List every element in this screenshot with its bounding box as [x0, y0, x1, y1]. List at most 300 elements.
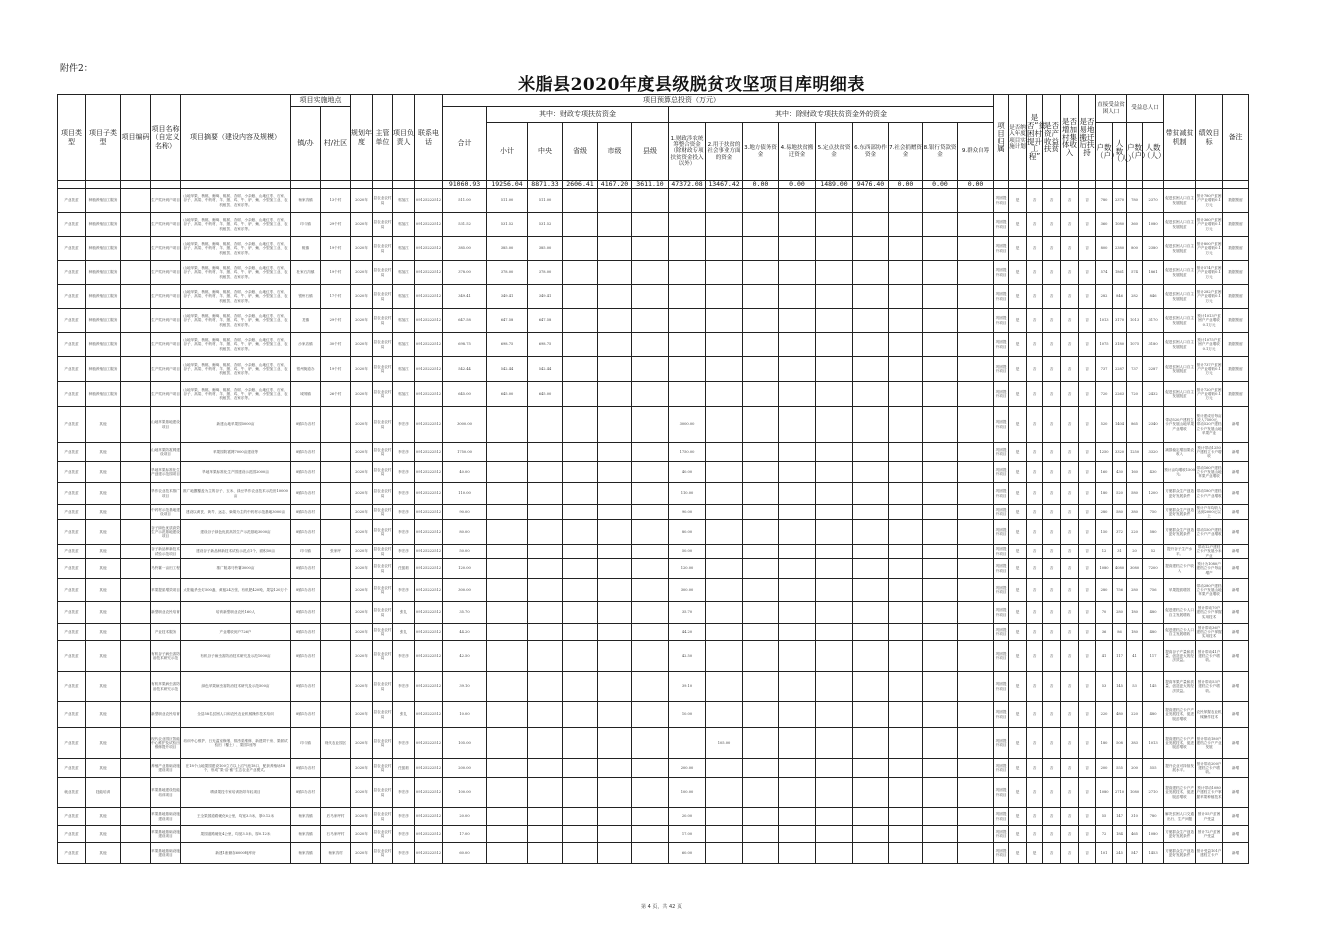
collective-cell: 否 [1061, 624, 1079, 641]
other-4-cell [779, 407, 816, 443]
phone-cell: 09125222512 [415, 728, 443, 759]
direct-households-cell: 53 [1096, 672, 1113, 702]
header-relocation: 是否易地搬迁后扶持 [1079, 95, 1096, 181]
direct-households-cell: 101 [1096, 843, 1113, 864]
fiscal-subtotal-cell: 385.00 [487, 237, 528, 261]
fiscal-city-cell [598, 778, 632, 808]
other-1-cell: 10.00 [669, 702, 706, 728]
remarks-cell: 新增 [1223, 505, 1249, 520]
total-persons-cell: 3320 [1143, 443, 1164, 462]
project-name-cell: 旱地苹果标准化生产创建示范园项目 [151, 462, 181, 483]
leader-cell: 任振莉 [393, 759, 415, 778]
other-8-cell [923, 545, 958, 559]
direct-persons-cell: 184 [1113, 826, 1127, 843]
poor-village-cell: 否 [1027, 579, 1043, 602]
other-5-cell [816, 462, 853, 483]
project-subtype-cell: 其他 [86, 505, 121, 520]
fiscal-city-cell [598, 559, 632, 579]
fiscal-central-cell: 349.41 [528, 285, 563, 309]
plan-year-cell: 2020年 [351, 579, 373, 602]
poor-village-cell: 否 [1027, 237, 1043, 261]
leader-cell: 郭加江 [393, 285, 415, 309]
header-location: 项目实施地点 [291, 95, 351, 107]
total-persons-cell: 2432 [1143, 382, 1164, 407]
project-summary-cell: 太阳能杀虫灯500盏，黄板24万张，有机肥420吨，果袋120万个 [181, 579, 291, 602]
other-4-cell [779, 505, 816, 520]
other-2-cell [706, 407, 743, 443]
project-subtype-cell: 其他 [86, 545, 121, 559]
annual-plan-cell: 是 [1009, 602, 1027, 624]
project-summary-cell: 新建1座储存6000吨库房 [181, 843, 291, 864]
total-cell: 20.00 [443, 808, 487, 826]
performance-cell: 预计带动1250户建档立卡户增收 [1196, 443, 1223, 462]
other-8-cell [923, 407, 958, 443]
project-code-cell [121, 462, 151, 483]
other-1-cell: 300.00 [669, 579, 706, 602]
project-name-cell: 生产奖补到户项目 [151, 213, 181, 237]
other-9-cell [958, 285, 994, 309]
direct-persons-cell: 1404 [1113, 407, 1127, 443]
fiscal-county-cell [632, 357, 669, 382]
town-cell: 8镇1办各村 [291, 624, 321, 641]
town-cell: 银州街道办 [291, 357, 321, 382]
mechanism-cell: 方便群众生产创造更好发展条件 [1164, 505, 1196, 520]
plan-year-cell: 2020年 [351, 759, 373, 778]
total-households-cell: 1080 [1127, 778, 1143, 808]
other-3-cell [743, 728, 779, 759]
other-2-cell [706, 778, 743, 808]
project-code-cell [121, 641, 151, 672]
mechanism-cell: 促进贫困人口自主发展脱贫 [1164, 237, 1196, 261]
leader-cell: 郭加江 [393, 213, 415, 237]
total-cell: 1750.00 [443, 443, 487, 462]
town-cell: 8镇1办各村 [291, 462, 321, 483]
belong-cell: 巩固提升项目 [994, 826, 1009, 843]
other-8-cell [923, 641, 958, 672]
department-cell: 县农业农村局 [373, 483, 393, 505]
performance-cell: 预计为1080户建档立卡户每亩增产 [1196, 559, 1223, 579]
direct-persons-cell: 3170 [1113, 309, 1127, 333]
fiscal-provincial-cell [563, 237, 598, 261]
direct-persons-cell: 1861 [1113, 261, 1127, 285]
project-type-cell: 产业扶贫 [58, 237, 86, 261]
project-summary-cell: 山地苹果、核桃、葡萄、桃树、杏树、小杂粮、山地红枣、石家、谷子、高粱、中药材、羊、猪、鸡、牛、驴、蛹、小型加工业、农机租赁、农家乐等。 [181, 382, 291, 407]
project-name-cell: 苹果基地建设技能培训项目 [151, 778, 181, 808]
other-2-cell [706, 443, 743, 462]
village-cell [321, 483, 351, 505]
other-8-cell [923, 624, 958, 641]
direct-households-cell: 180 [1096, 483, 1113, 505]
total-persons-cell: 480 [1143, 702, 1164, 728]
fiscal-provincial-cell [563, 778, 598, 808]
other-3-cell [743, 759, 779, 778]
other-1-cell: 44.20 [669, 624, 706, 641]
other-6-cell [853, 826, 889, 843]
project-name-cell: 苹果基地基础设施建设项目 [151, 826, 181, 843]
project-code-cell [121, 285, 151, 309]
header-direct-benefit: 直接受益贫困人口 [1096, 95, 1127, 123]
relocation-cell: 否 [1079, 672, 1096, 702]
other-7-cell [889, 520, 923, 545]
asset-cell: 否 [1043, 759, 1061, 778]
collective-cell: 否 [1061, 505, 1079, 520]
department-cell: 县农业农村局 [373, 545, 393, 559]
annual-plan-cell: 是 [1009, 483, 1027, 505]
fiscal-county-cell [632, 826, 669, 843]
total-cell: 542.44 [443, 357, 487, 382]
total-persons-cell: 750 [1143, 505, 1164, 520]
table-row [58, 407, 1249, 443]
other-7-cell [889, 407, 923, 443]
fiscal-city-cell [598, 237, 632, 261]
project-code-cell [121, 483, 151, 505]
other-3-cell [743, 624, 779, 641]
phone-cell: 09125222512 [415, 443, 443, 462]
phone-cell: 09125222512 [415, 808, 443, 826]
total-persons-cell: 2370 [1143, 189, 1164, 213]
header-leader: 项目负责人 [393, 95, 415, 181]
annual-plan-cell: 是 [1009, 808, 1027, 826]
phone-cell: 09125222512 [415, 778, 443, 808]
annual-plan-cell: 是 [1009, 826, 1027, 843]
other-6-cell [853, 357, 889, 382]
fiscal-county-cell [632, 759, 669, 778]
department-cell: 县农业农村局 [373, 778, 393, 808]
other-2-cell [706, 237, 743, 261]
poor-village-cell: 否 [1027, 505, 1043, 520]
fiscal-central-cell [528, 728, 563, 759]
direct-persons-cell: 117 [1113, 641, 1127, 672]
other-9-cell [958, 382, 994, 407]
total-cell: 80.00 [443, 520, 487, 545]
phone-cell: 09125222512 [415, 520, 443, 545]
phone-cell: 09125222512 [415, 843, 443, 864]
asset-cell: 否 [1043, 624, 1061, 641]
other-1-cell: 200.00 [669, 759, 706, 778]
village-cell [321, 672, 351, 702]
project-subtype-cell: 其他 [86, 759, 121, 778]
poor-village-cell: 否 [1027, 443, 1043, 462]
fiscal-county-cell [632, 602, 669, 624]
other-6-cell [853, 728, 889, 759]
remarks-cell: 新增 [1223, 843, 1249, 864]
relocation-cell: 否 [1079, 843, 1096, 864]
relocation-cell: 否 [1079, 559, 1096, 579]
collective-cell: 否 [1061, 826, 1079, 843]
direct-households-cell: 720 [1096, 382, 1113, 407]
town-cell: 杜家石沟镇 [291, 261, 321, 285]
poor-village-cell: 否 [1027, 808, 1043, 826]
village-cell [321, 443, 351, 462]
direct-households-cell: 150 [1096, 520, 1113, 545]
phone-cell: 09125222512 [415, 579, 443, 602]
asset-cell: 否 [1043, 309, 1061, 333]
total-amount: 4167.20 [598, 181, 632, 189]
fiscal-subtotal-cell [487, 559, 528, 579]
town-cell: 8镇1办各村 [291, 579, 321, 602]
total-empty-cell [1113, 181, 1127, 189]
fiscal-central-cell: 698.75 [528, 333, 563, 357]
belong-cell: 巩固提升项目 [994, 778, 1009, 808]
project-summary-cell: 苹果园防雹网7000亩建设等 [181, 443, 291, 462]
phone-cell: 09125222512 [415, 357, 443, 382]
village-cell [321, 759, 351, 778]
annual-plan-cell: 是 [1009, 407, 1027, 443]
annual-plan-cell: 是 [1009, 309, 1027, 333]
relocation-cell: 否 [1079, 309, 1096, 333]
village-cell [321, 407, 351, 443]
fiscal-central-cell [528, 778, 563, 808]
project-name-cell: 山地苹果基地建设项目 [151, 407, 181, 443]
village-cell [321, 624, 351, 641]
collective-cell: 否 [1061, 728, 1079, 759]
plan-year-cell: 2020年 [351, 333, 373, 357]
poor-village-cell: 是 [1027, 843, 1043, 864]
annual-plan-cell: 是 [1009, 505, 1027, 520]
project-name-cell: 生产奖补到户项目 [151, 357, 181, 382]
other-6-cell [853, 237, 889, 261]
fiscal-subtotal-cell [487, 579, 528, 602]
project-type-cell: 产业扶贫 [58, 407, 86, 443]
leader-cell: 郭加江 [393, 261, 415, 285]
performance-cell: 预计带动1080户建档立卡户掌握苹果种植技术 [1196, 778, 1223, 808]
village-cell: 17个村 [321, 285, 351, 309]
other-6-cell [853, 505, 889, 520]
project-type-cell: 产业扶贫 [58, 309, 86, 333]
fiscal-provincial-cell [563, 579, 598, 602]
total-amount: 0.00 [923, 181, 958, 189]
fiscal-subtotal-cell: 349.41 [487, 285, 528, 309]
total-households-cell: 220 [1127, 520, 1143, 545]
fiscal-provincial-cell [563, 443, 598, 462]
total-households-cell: 41 [1127, 641, 1143, 672]
project-summary-cell: 建设以黄芪、黄芩、远志、柴胡为主的中药材示范基地3000亩 [181, 505, 291, 520]
project-type-cell: 就业扶贫 [58, 778, 86, 808]
poor-village-cell: 否 [1027, 213, 1043, 237]
other-9-cell [958, 602, 994, 624]
total-amount: 13467.42 [706, 181, 743, 189]
direct-households-cell: 220 [1096, 702, 1113, 728]
header-other-col: 9.群众自筹 [958, 123, 994, 181]
total-persons-cell: 1080 [1143, 213, 1164, 237]
header-department: 主管单位 [373, 95, 393, 181]
relocation-cell: 否 [1079, 602, 1096, 624]
direct-persons-cell: 2370 [1113, 189, 1127, 213]
other-2-cell [706, 702, 743, 728]
other-4-cell [779, 462, 816, 483]
other-5-cell [816, 189, 853, 213]
remarks-cell: 新增 [1223, 778, 1249, 808]
other-9-cell [958, 407, 994, 443]
fiscal-county-cell [632, 407, 669, 443]
other-5-cell [816, 213, 853, 237]
project-subtype-cell: 其他 [86, 602, 121, 624]
total-empty-cell [1223, 181, 1249, 189]
other-4-cell [779, 213, 816, 237]
relocation-cell: 否 [1079, 285, 1096, 309]
other-1-cell: 100.00 [669, 778, 706, 808]
asset-cell: 否 [1043, 728, 1061, 759]
mechanism-cell: 提高建档立卡户产业发展技术，促进脱贫增收 [1164, 702, 1196, 728]
other-7-cell [889, 443, 923, 462]
relocation-cell: 否 [1079, 808, 1096, 826]
relocation-cell: 否 [1079, 641, 1096, 672]
total-cell: 300.00 [443, 579, 487, 602]
total-cell: 100.00 [443, 778, 487, 808]
direct-households-cell: 41 [1096, 641, 1113, 672]
project-summary-cell: 培育新型职业农民160人 [181, 602, 291, 624]
plan-year-cell: 2020年 [351, 602, 373, 624]
poor-village-cell: 否 [1027, 545, 1043, 559]
remarks-cell: 新增 [1223, 579, 1249, 602]
remarks-cell: 数据预留 [1223, 382, 1249, 407]
fiscal-central-cell: 531.52 [528, 213, 563, 237]
performance-cell: 预计受益101户建档立卡户 [1196, 843, 1223, 864]
mechanism-cell: 促进贫困人口自主发展脱贫 [1164, 261, 1196, 285]
total-households-cell: 547 [1127, 843, 1143, 864]
annual-plan-cell: 是 [1009, 759, 1027, 778]
direct-households-cell: 55 [1096, 808, 1113, 826]
phone-cell: 09125222512 [415, 213, 443, 237]
asset-cell: 否 [1043, 237, 1061, 261]
project-name-cell: 谷子绿色优质高效生产示范基地建设项目 [151, 520, 181, 545]
collective-cell: 否 [1061, 778, 1079, 808]
totals-row [58, 181, 1249, 189]
belong-cell: 巩固提升项目 [994, 189, 1009, 213]
fiscal-central-cell [528, 602, 563, 624]
project-subtype-cell: 其他 [86, 559, 121, 579]
fiscal-provincial-cell [563, 602, 598, 624]
project-type-cell: 产业扶贫 [58, 826, 86, 843]
other-4-cell [779, 826, 816, 843]
other-1-cell: 60.00 [669, 843, 706, 864]
other-1-cell: 50.00 [669, 545, 706, 559]
other-3-cell [743, 309, 779, 333]
other-7-cell [889, 462, 923, 483]
direct-persons-cell: 1080 [1113, 213, 1127, 237]
belong-cell: 巩固提升项目 [994, 407, 1009, 443]
village-cell: 26个村 [321, 382, 351, 407]
village-cell [321, 579, 351, 602]
total-households-cell: 282 [1127, 285, 1143, 309]
other-8-cell [923, 579, 958, 602]
other-3-cell [743, 843, 779, 864]
project-type-cell: 产业扶贫 [58, 579, 86, 602]
phone-cell: 09125222512 [415, 382, 443, 407]
department-cell: 县农业农村局 [373, 826, 393, 843]
remarks-cell: 新增 [1223, 702, 1249, 728]
other-7-cell [889, 559, 923, 579]
mechanism-cell: 促进贫困人口自主发展脱贫 [1164, 285, 1196, 309]
other-2-cell [706, 520, 743, 545]
asset-cell: 否 [1043, 808, 1061, 826]
fiscal-central-cell [528, 826, 563, 843]
department-cell: 县农业农村局 [373, 189, 393, 213]
other-2-cell [706, 189, 743, 213]
belong-cell: 巩固提升项目 [994, 759, 1009, 778]
other-2-cell [706, 483, 743, 505]
header-project-code: 项目编码 [121, 95, 151, 181]
remarks-cell: 新增 [1223, 602, 1249, 624]
mechanism-cell: 预计亩均增收1500元。 [1164, 462, 1196, 483]
other-6-cell [853, 382, 889, 407]
leader-cell: 李宏彦 [393, 443, 415, 462]
table-row [58, 462, 1249, 483]
project-name-cell: 苹果基地基础设施建设项目 [151, 808, 181, 826]
total-households-cell: 737 [1127, 357, 1143, 382]
remarks-cell: 新增 [1223, 759, 1249, 778]
fiscal-subtotal-cell [487, 483, 528, 505]
project-type-cell: 产业扶贫 [58, 462, 86, 483]
direct-persons-cell: 508 [1113, 728, 1127, 759]
fiscal-county-cell [632, 520, 669, 545]
table-row [58, 213, 1249, 237]
direct-persons-cell: 430 [1113, 462, 1127, 483]
mechanism-cell: 促进贫困人口自主发展脱贫 [1164, 357, 1196, 382]
fiscal-subtotal-cell [487, 728, 528, 759]
department-cell: 县农业农村局 [373, 505, 393, 520]
other-5-cell [816, 382, 853, 407]
mechanism-cell: 方便群众生产创造更好发展条件 [1164, 520, 1196, 545]
direct-households-cell: 36 [1096, 624, 1113, 641]
project-subtype-cell: 其他 [86, 702, 121, 728]
direct-persons-cell: 756 [1113, 579, 1127, 602]
direct-households-cell: 160 [1096, 462, 1113, 483]
project-summary-cell: 山地苹果、核桃、葡萄、桃树、杏树、小杂粮、山地红枣、石家、谷子、高粱、中药材、羊、猪、鸡、牛、驴、蛹、小型加工业、农机租赁、农家乐等。 [181, 309, 291, 333]
village-cell: 19个村 [321, 261, 351, 285]
other-1-cell: 90.00 [669, 505, 706, 520]
annual-plan-cell: 是 [1009, 778, 1027, 808]
project-type-cell: 产业扶贫 [58, 189, 86, 213]
total-empty-cell [151, 181, 181, 189]
village-cell: 13个村 [321, 189, 351, 213]
fiscal-county-cell [632, 808, 669, 826]
collective-cell: 否 [1061, 213, 1079, 237]
remarks-cell: 数据预留 [1223, 333, 1249, 357]
other-2-cell [706, 602, 743, 624]
project-summary-cell: 有机谷子病虫害防治技术研究及示范1000亩 [181, 641, 291, 672]
project-type-cell: 产业扶贫 [58, 505, 86, 520]
phone-cell: 09125222512 [415, 407, 443, 443]
asset-cell: 否 [1043, 357, 1061, 382]
leader-cell: 张礼 [393, 602, 415, 624]
mechanism-cell: 提升谷子生产水平。 [1164, 545, 1196, 559]
other-3-cell [743, 702, 779, 728]
town-cell: 8镇1办各村 [291, 672, 321, 702]
header-remarks: 备注 [1223, 95, 1249, 181]
project-summary-cell: 山地苹果、核桃、葡萄、桃树、杏树、小杂粮、山地红枣、石家、谷子、高粱、中药材、羊、猪、鸡、牛、驴、蛹、小型加工业、农机租赁、农家乐等。 [181, 189, 291, 213]
poor-village-cell: 否 [1027, 382, 1043, 407]
fiscal-provincial-cell [563, 462, 598, 483]
total-households-cell: 180 [1127, 624, 1143, 641]
fiscal-central-cell [528, 759, 563, 778]
village-cell [321, 505, 351, 520]
annual-plan-cell: 是 [1009, 462, 1027, 483]
asset-cell: 否 [1043, 213, 1061, 237]
total-cell: 511.00 [443, 189, 487, 213]
other-6-cell [853, 624, 889, 641]
project-name-cell: 山地苹果防雹网建设项目 [151, 443, 181, 462]
belong-cell: 巩固提升项目 [994, 382, 1009, 407]
fiscal-central-cell [528, 559, 563, 579]
department-cell: 县农业农村局 [373, 728, 393, 759]
fiscal-central-cell [528, 505, 563, 520]
belong-cell: 巩固提升项目 [994, 728, 1009, 759]
fiscal-subtotal-cell: 542.44 [487, 357, 528, 382]
department-cell: 县农业农村局 [373, 843, 393, 864]
performance-cell: 预计72户贫困户受益 [1196, 826, 1223, 843]
header-other-col: 6.东西部协作资金 [853, 123, 889, 181]
